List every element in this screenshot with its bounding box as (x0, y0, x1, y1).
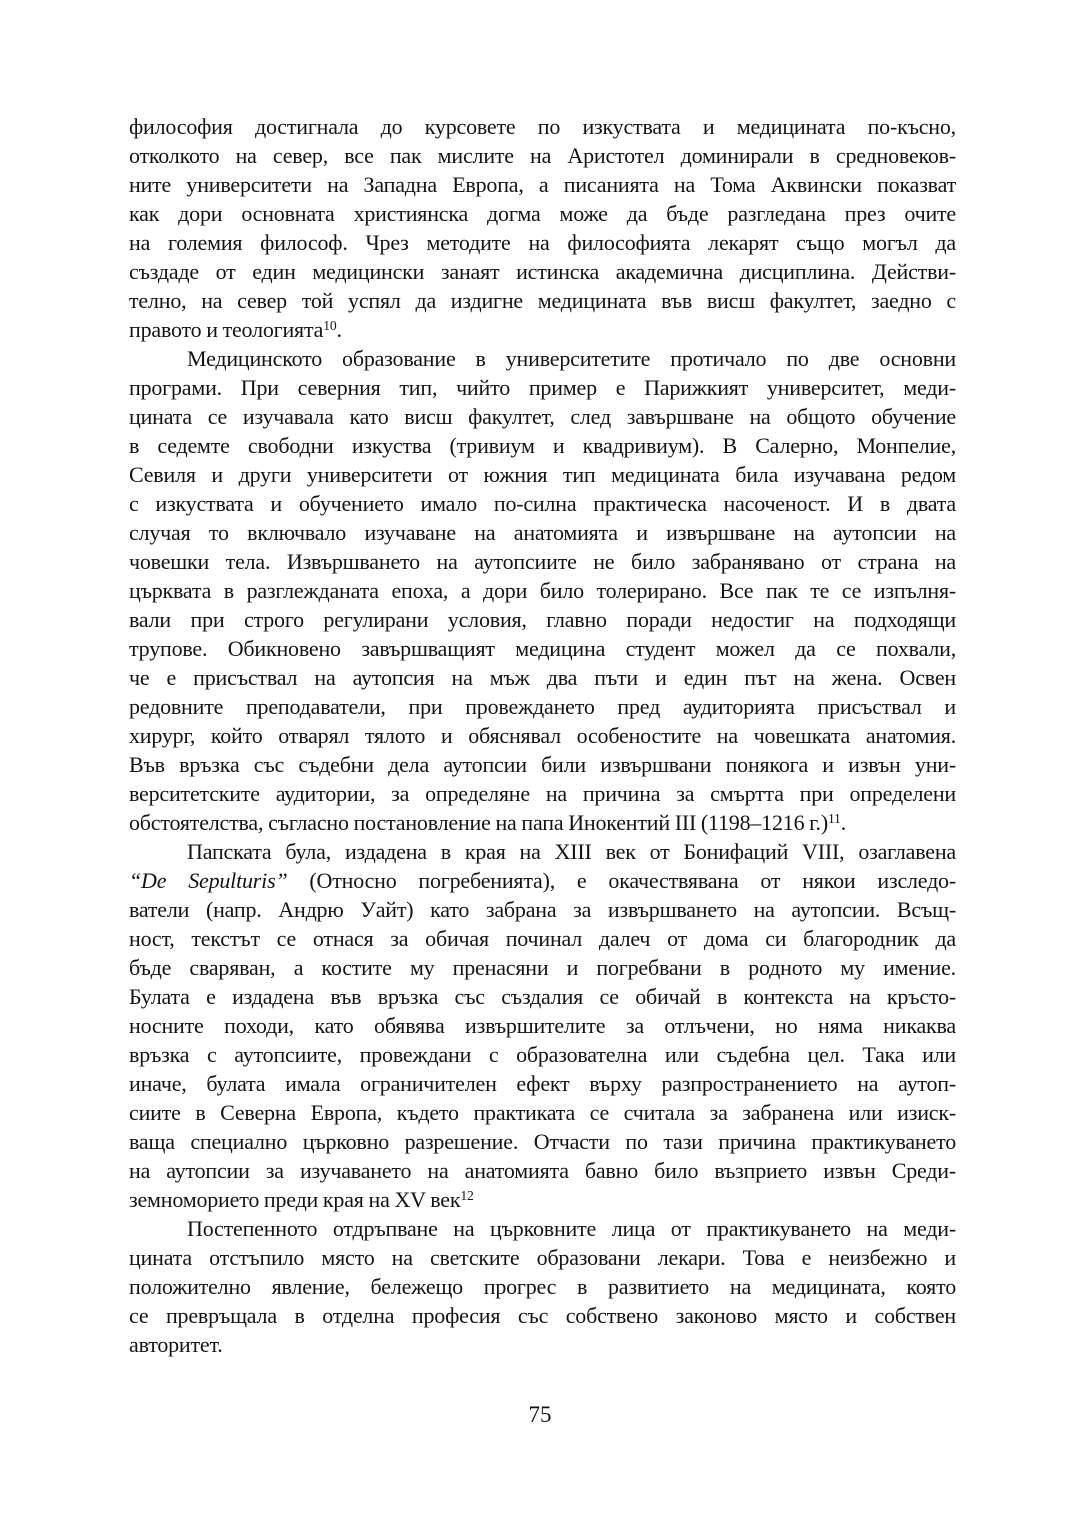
text-line (129, 141, 956, 170)
text-run: хирург, който отварял тялото и обяснявал особеностите на човешката анатомия. (129, 723, 956, 748)
text-line (129, 1243, 956, 1272)
text-run: отколкото на север, все пак мислите на Аристотел доминирали в средновеков- (129, 143, 956, 168)
text-run: цината отстъпило място на светските образовани лекари. Това е неизбежно и (129, 1245, 956, 1270)
text-line (129, 1011, 956, 1040)
text-run: се превръщала в отделна професия със собствено законово място и собствен (129, 1303, 956, 1328)
paragraph (129, 1214, 956, 1359)
text-run: положително явление, бележещо прогрес в развитието на медицината, която (129, 1274, 956, 1299)
text-line (129, 1330, 956, 1359)
text-line (129, 257, 956, 286)
text-run: Севиля и други университети от южния тип медицината била изучавана редом (129, 462, 956, 487)
text-run: (Относно погребенията), е окачествявана от някои изследо- (287, 868, 956, 893)
text-line (129, 634, 956, 663)
text-run: носните походи, като обявява извършителите за отлъчени, но няма никаква (129, 1013, 956, 1038)
text-line (129, 692, 956, 721)
text-line (129, 866, 956, 895)
text-line (129, 808, 956, 837)
text-line (129, 170, 956, 199)
text-run: как дори основната християнска догма може да бъде разгледана през очите (129, 201, 956, 226)
text-run: редовните преподаватели, при провеждането пред аудиторията присъствал и (129, 694, 956, 719)
text-line (129, 1185, 956, 1214)
text-line (129, 779, 956, 808)
text-run: програми. При северния тип, чийто пример е Парижкият университет, меди- (129, 375, 956, 400)
text-run: авторитет. (129, 1332, 223, 1357)
text-line (129, 1272, 956, 1301)
text-line (129, 953, 956, 982)
text-line (129, 605, 956, 634)
text-run: Медицинското образование в университетите протичало по две основни (187, 346, 956, 371)
text-run: правото и теологията (129, 317, 324, 342)
text-line (129, 315, 956, 344)
text-line (129, 721, 956, 750)
text-run: ност, текстът се отнася за обичая починал далеч от дома си благородник да (129, 926, 956, 951)
text-run: философия достигнала до курсовете по изкуствата и медицината по-късно, (129, 114, 956, 139)
text-line (129, 402, 956, 431)
text-run: че е присъствал на аутопсия на мъж два пъти и един път на жена. Освен (129, 665, 956, 690)
paragraph (129, 112, 956, 344)
text-line (129, 547, 956, 576)
page-text (129, 112, 956, 1359)
text-run: земноморието преди края на XV век (129, 1187, 461, 1212)
text-line (129, 837, 956, 866)
text-run: създаде от един медицински занаят истинска академична дисциплина. Действи- (129, 259, 956, 284)
text-line (129, 1127, 956, 1156)
text-run: цината се изучавала като висш факултет, след завършване на общото обучение (129, 404, 956, 429)
text-run: Папската була, издадена в края на XIII век от Бонифаций VIII, озаглавена (187, 839, 956, 864)
text-run: ваща специално църковно разрешение. Отчасти по тази причина практикуването (129, 1129, 956, 1154)
footnote-reference: 12 (460, 1188, 474, 1204)
text-line (129, 460, 956, 489)
paragraph (129, 837, 956, 1214)
footnote-reference: 10 (323, 318, 337, 334)
text-line (129, 982, 956, 1011)
text-line (129, 518, 956, 547)
text-line (129, 1156, 956, 1185)
footnote-reference: 11 (827, 811, 841, 827)
text-run: Във връзка със съдебни дела аутопсии били извършвани понякога и извън уни- (129, 752, 956, 777)
text-run: бъде сваряван, а костите му пренасяни и погребвани в родното му имение. (129, 955, 956, 980)
text-run: “De Sepulturis” (129, 868, 288, 893)
text-run: в седемте свободни изкуства (тривиум и квадривиум). В Салерно, Монпелие, (129, 433, 956, 458)
text-run: връзка с аутопсиите, провеждани с образователна или съдебна цел. Така или (129, 1042, 956, 1067)
text-line (129, 663, 956, 692)
text-run: верситетските аудитории, за определяне на причина за смъртта при определени (129, 781, 956, 806)
text-line (129, 1069, 956, 1098)
text-line (129, 228, 956, 257)
text-run: сиите в Северна Европа, където практиката се считала за забранена или изиск- (129, 1100, 956, 1125)
text-line (129, 895, 956, 924)
text-run: човешки тела. Извършването на аутопсиите не било забранявано от страна на (129, 549, 956, 574)
text-run: ните университети на Западна Европа, а писанията на Тома Аквински показват (129, 172, 956, 197)
text-run: иначе, булата имала ограничителен ефект върху разпространението на аутоп- (129, 1071, 956, 1096)
text-line (129, 112, 956, 141)
text-line (129, 576, 956, 605)
text-run: с изкуствата и обучението имало по-силна практическа насоченост. И в двата (129, 491, 956, 516)
text-run: случая то включвало изучаване на анатомията и извършване на аутопсии на (129, 520, 956, 545)
page-number: 75 (528, 1402, 552, 1427)
text-line (129, 924, 956, 953)
text-line (129, 1214, 956, 1243)
text-run: вали при строго регулирани условия, главно поради недостиг на подходящи (129, 607, 956, 632)
text-run: телно, на север той успял да издигне медицината във висш факултет, заедно с (129, 288, 956, 313)
text-line (129, 344, 956, 373)
text-line (129, 431, 956, 460)
text-line (129, 1301, 956, 1330)
text-run: ватели (напр. Андрю Уайт) като забрана за извършването на аутопсии. Всъщ- (129, 897, 956, 922)
text-run: . (336, 317, 342, 342)
text-run: обстоятелства, съгласно постановление на папа Инокентий III (1198–1216 г.) (129, 810, 828, 835)
text-run: трупове. Обикновено завършващият медицина студент можел да се похвали, (129, 636, 956, 661)
text-line (129, 750, 956, 779)
text-run: църквата в разглежданата епоха, а дори било толерирано. Все пак те се изпълня- (129, 578, 956, 603)
text-line (129, 286, 956, 315)
paragraph (129, 344, 956, 837)
text-line (129, 199, 956, 228)
text-run: . (840, 810, 846, 835)
text-line (129, 373, 956, 402)
text-line (129, 489, 956, 518)
text-line (129, 1098, 956, 1127)
text-run: Постепенното отдръпване на църковните лица от практикуването на меди- (187, 1216, 956, 1241)
text-line (129, 1040, 956, 1069)
text-run: на големия философ. Чрез методите на философията лекарят също могъл да (129, 230, 956, 255)
text-run: на аутопсии за изучаването на анатомията бавно било възприето извън Среди- (129, 1158, 956, 1183)
text-run: Булата е издадена във връзка със създалия се обичай в контекста на кръсто- (129, 984, 956, 1009)
